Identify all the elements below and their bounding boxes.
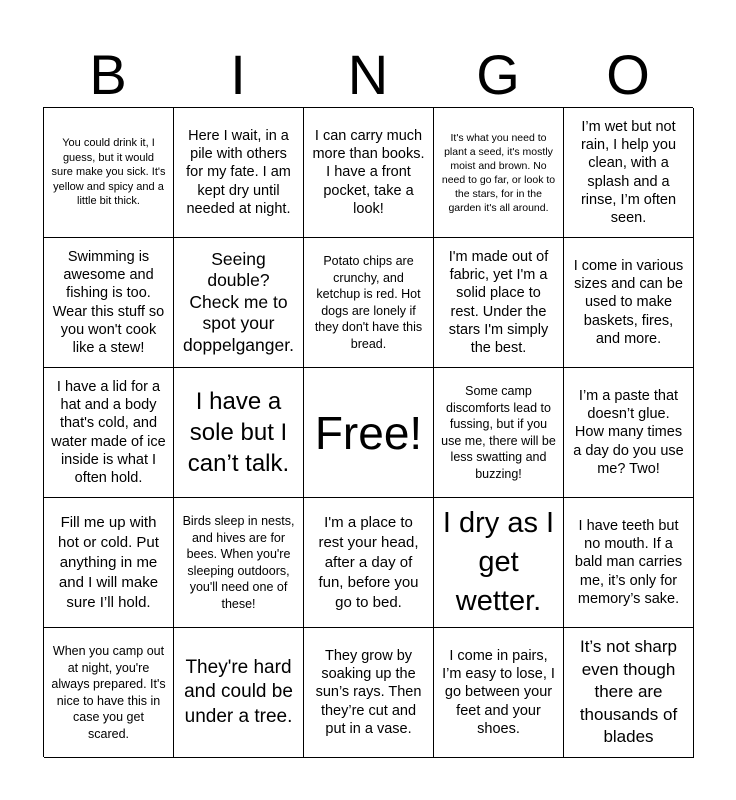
header-letter-n: N	[347, 43, 389, 106]
bingo-cell[interactable]	[174, 628, 304, 758]
bingo-cell[interactable]	[564, 368, 694, 498]
bingo-grid	[43, 107, 693, 757]
bingo-cell[interactable]	[564, 628, 694, 758]
bingo-cell[interactable]	[434, 498, 564, 628]
cell-text: I come in pairs, I’m easy to lose, I go between your feet and your shoes.	[442, 647, 555, 737]
cell-text: Swimming is awesome and fishing is too. Wear this stuff so you won't cook like a stew!	[52, 248, 165, 357]
cell-text: I’m wet but not rain, I help you clean, with a splash and a rinse, I’m often seen.	[580, 118, 677, 227]
bingo-cell[interactable]	[304, 498, 434, 628]
cell-text: It’s not sharp even though there are thousands of blades	[579, 637, 678, 747]
cell-text: You could drink it, I guess, but it would sure make you sick. It's yellow and spicy and a little bit thick.	[51, 137, 166, 208]
bingo-cell[interactable]	[304, 108, 434, 238]
cell-text: When you camp out at night, you're always prepared. It's nice to have this in case you get scared.	[51, 644, 166, 741]
bingo-cell[interactable]	[564, 108, 694, 238]
cell-text: They grow by soaking up the sun’s rays. Then they’re cut and put in a vase.	[315, 647, 422, 737]
cell-text: I have teeth but no mouth. If a bald man carries me, it’s only for memory’s sake.	[574, 517, 683, 607]
bingo-header	[43, 44, 693, 106]
bingo-cell[interactable]	[174, 108, 304, 238]
cell-text: I'm a place to rest your head, after a day of fun, before you go to bed.	[318, 513, 419, 611]
cell-text: Fill me up with hot or cold. Put anything in me and I will make sure I’ll hold.	[58, 513, 159, 611]
cell-text: Seeing double? Check me to spot your doppelganger.	[183, 248, 294, 355]
cell-text: I’m a paste that doesn’t glue. How many times a day do you use me? Two!	[573, 387, 684, 477]
bingo-cell[interactable]	[434, 238, 564, 368]
cell-text: Potato chips are crunchy, and ketchup is red. Hot dogs are lonely if they don't have this bread.	[314, 254, 423, 351]
bingo-cell[interactable]	[434, 628, 564, 758]
bingo-cell[interactable]	[44, 238, 174, 368]
cell-text: It's what you need to plant a seed, it's mostly moist and brown. No need to go far, or look to the stars, for in the garden it's all around.	[441, 131, 556, 214]
header-letter-b: B	[89, 43, 127, 106]
bingo-cell[interactable]	[44, 498, 174, 628]
cell-text: Here I wait, in a pile with others for my fate. I am kept dry until needed at night.	[186, 127, 291, 217]
free-cell[interactable]	[304, 368, 434, 498]
cell-text: I have a lid for a hat and a body that's cold, and water made of ice inside is what I often hold.	[51, 378, 166, 487]
cell-text: Birds sleep in nests, and hives are for bees. When you're sleeping outdoors, you'll need one of these!	[182, 514, 295, 611]
bingo-cell[interactable]	[304, 238, 434, 368]
cell-text: They're hard and could be under a tree.	[184, 656, 293, 727]
bingo-cell[interactable]	[174, 368, 304, 498]
bingo-cell[interactable]	[304, 628, 434, 758]
bingo-cell[interactable]	[44, 628, 174, 758]
cell-text: I dry as I get wetter.	[442, 507, 555, 617]
free-text: Free!	[314, 406, 423, 459]
cell-text: I can carry much more than books. I have a front pocket, take a look!	[312, 127, 425, 217]
header-letter-i: I	[230, 43, 246, 106]
bingo-cell[interactable]	[434, 108, 564, 238]
bingo-cell[interactable]	[564, 238, 694, 368]
header-letter-o: O	[606, 43, 650, 106]
bingo-cell[interactable]	[174, 498, 304, 628]
cell-text: I come in various sizes and can be used to make baskets, fires, and more.	[573, 257, 684, 347]
bingo-cell[interactable]	[44, 108, 174, 238]
cell-text: I'm made out of fabric, yet I'm a solid place to rest. Under the stars I'm simply the best.	[448, 248, 549, 357]
bingo-cell[interactable]	[564, 498, 694, 628]
cell-text: Some camp discomforts lead to fussing, but if you use me, there will be less swatting and buzzing!	[441, 384, 556, 481]
cell-text: I have a sole but I can’t talk.	[187, 388, 290, 477]
header-letter-g: G	[476, 43, 520, 106]
bingo-cell[interactable]	[434, 368, 564, 498]
bingo-cell[interactable]	[174, 238, 304, 368]
bingo-cell[interactable]	[44, 368, 174, 498]
